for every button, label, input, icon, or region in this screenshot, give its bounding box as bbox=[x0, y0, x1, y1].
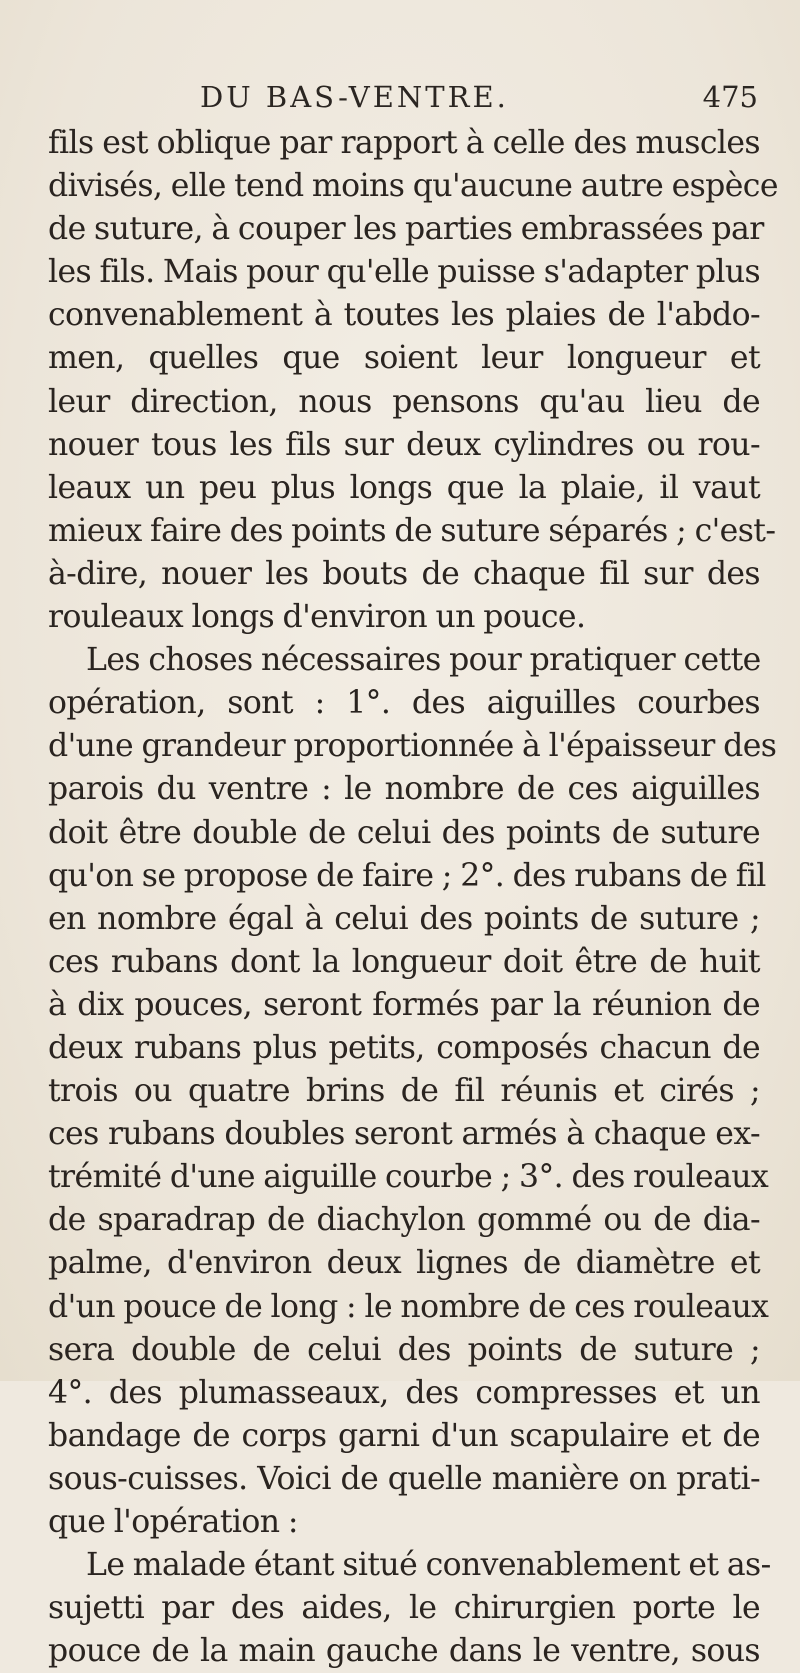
text-line: de suture, à couper les parties embrassées par bbox=[48, 211, 764, 248]
text-line: palme, d'environ deux lignes de diamètre et bbox=[48, 1245, 760, 1282]
text-line: leaux un peu plus longs que la plaie, il vaut bbox=[48, 469, 760, 506]
text-line: de sparadrap de diachylon gommé ou de dia- bbox=[48, 1202, 760, 1239]
text-line: doit être double de celui des points de suture bbox=[48, 814, 760, 851]
text-line: en nombre égal à celui des points de suture ; bbox=[48, 900, 760, 937]
text-line: pouce de la main gauche dans le ventre, sous bbox=[48, 1633, 760, 1670]
text-line: convenablement à toutes les plaies de l'abdo- bbox=[48, 297, 760, 334]
text-line: qu'on se propose de faire ; 2°. des rubans de fil bbox=[48, 857, 766, 894]
text-line: sujetti par des aides, le chirurgien porte le bbox=[48, 1590, 760, 1627]
text-line: sous-cuisses. Voici de quelle manière on prati- bbox=[48, 1460, 760, 1497]
text-line: Le malade étant situé convenablement et as- bbox=[86, 1547, 771, 1584]
text-line: mieux faire des points de suture séparés ; c'est- bbox=[48, 512, 776, 549]
running-head bbox=[50, 80, 780, 120]
text-line: parois du ventre : le nombre de ces aiguilles bbox=[48, 771, 760, 808]
text-line: ces rubans doubles seront armés à chaque ex- bbox=[48, 1116, 760, 1153]
text-line: men, quelles que soient leur longueur et bbox=[48, 340, 760, 377]
text-line: rouleaux longs d'environ un pouce. bbox=[48, 599, 586, 636]
text-line: leur direction, nous pensons qu'au lieu de bbox=[48, 383, 760, 420]
text-line: que l'opération : bbox=[48, 1504, 298, 1540]
text-line: trois ou quatre brins de fil réunis et cirés ; bbox=[48, 1073, 760, 1110]
text-line: les fils. Mais pour qu'elle puisse s'adapter plus bbox=[48, 254, 761, 291]
text-line: ces rubans dont la longueur doit être de huit bbox=[48, 943, 760, 980]
page-number: 475 bbox=[702, 80, 758, 114]
text-line: à dix pouces, seront formés par la réunion de bbox=[48, 986, 760, 1023]
text-line: deux rubans plus petits, composés chacun de bbox=[48, 1029, 760, 1066]
text-line: trémité d'une aiguille courbe ; 3°. des rouleaux bbox=[48, 1159, 769, 1196]
text-line: d'un pouce de long : le nombre de ces rouleaux bbox=[48, 1288, 769, 1325]
text-line: nouer tous les fils sur deux cylindres ou rou- bbox=[48, 426, 760, 463]
text-line: bandage de corps garni d'un scapulaire et de bbox=[48, 1417, 760, 1454]
text-line: divisés, elle tend moins qu'aucune autre espèce bbox=[48, 168, 778, 205]
text-line: Les choses nécessaires pour pratiquer cette bbox=[86, 642, 761, 679]
text-line: opération, sont : 1°. des aiguilles courbes bbox=[48, 685, 760, 722]
running-title: DU BAS-VENTRE. bbox=[200, 80, 509, 114]
text-line: d'une grandeur proportionnée à l'épaisseur des bbox=[48, 728, 777, 765]
text-line: à-dire, nouer les bouts de chaque fil sur des bbox=[48, 555, 760, 592]
body-text bbox=[48, 122, 778, 1673]
text-line: 4°. des plumasseaux, des compresses et un bbox=[48, 1374, 760, 1411]
text-line: fils est oblique par rapport à celle des muscles bbox=[48, 125, 760, 161]
text-line: sera double de celui des points de suture ; bbox=[48, 1331, 760, 1368]
